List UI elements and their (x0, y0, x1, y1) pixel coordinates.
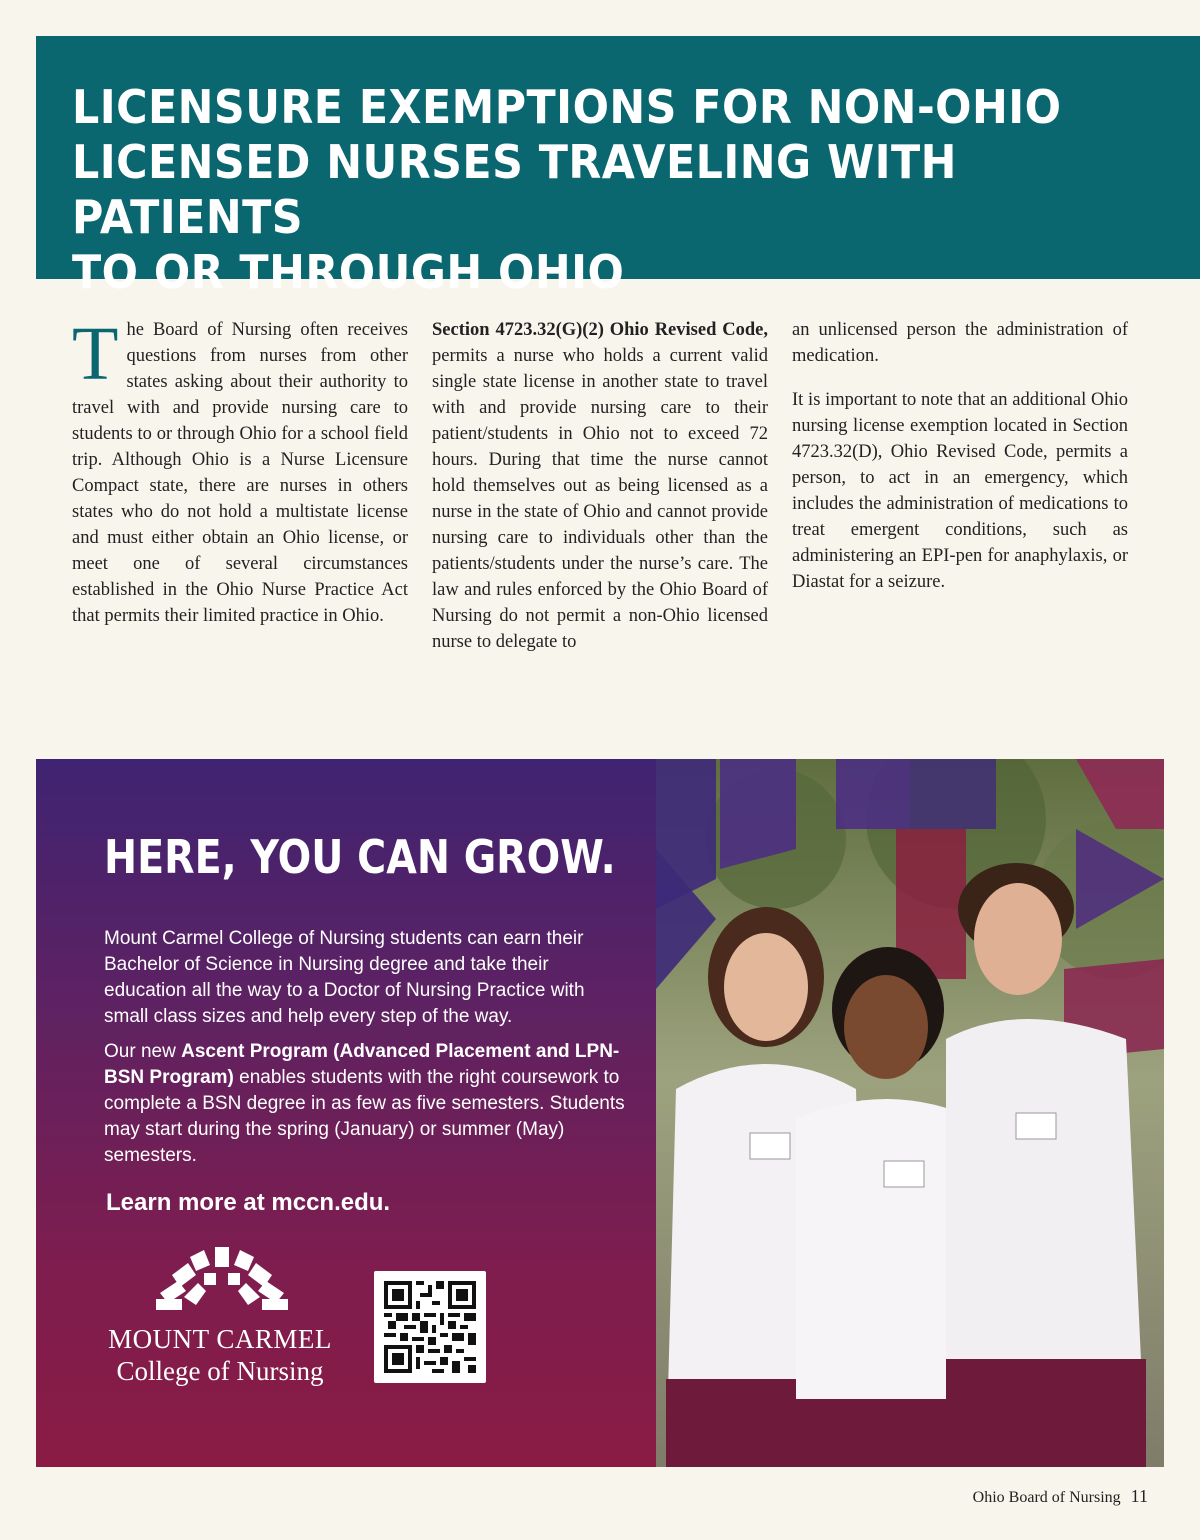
qr-code-icon (384, 1281, 476, 1373)
program-name: Ascent Program (Advanced Placement and LPN-BSN Program) (104, 1041, 620, 1088)
page-number: 11 (1130, 1486, 1148, 1506)
page-footer (973, 1486, 1148, 1507)
article-column-3 (792, 317, 1128, 613)
article-column-2 (432, 317, 768, 673)
logo-line-1: MOUNT CARMEL (108, 1324, 332, 1354)
column-3-paragraph-2: It is important to note that an additional Ohio nursing license exemption located in Section 4723.32(D), Ohio Revised Code, permits a person, to act in an emergency, which includes the administration of medications to treat emergent conditions, such as administering an EPI-pen for anaphylaxis, or Diastat for a seizure. (792, 390, 1128, 592)
qr-code[interactable] (374, 1271, 486, 1383)
mount-carmel-logo-icon (156, 1247, 288, 1317)
column-2-text: permits a nurse who holds a current valid single state license in another state to travel with and provide nursing care to their patient/students in Ohio not to exceed 72 hours. During that time the nurse cannot hold themselves out as being licensed as a nurse in the state of Ohio and cannot provide nursing care to individuals other than the patients/students under the nurse’s care. The law and rules enforced by the Ohio Board of Nursing do not permit a non-Ohio licensed nurse to delegate to (432, 346, 768, 652)
statute-citation: Section 4723.32(G)(2) Ohio Revised Code, (432, 320, 768, 340)
nursing-students-image-icon (656, 759, 1164, 1467)
ad-headline: HERE, YOU CAN GROW. (104, 830, 616, 884)
article-column-1 (72, 312, 408, 647)
drop-cap: T (72, 312, 119, 396)
college-logo-text (104, 1323, 336, 1387)
ad-paragraph-1: Mount Carmel College of Nursing students can earn their Bachelor of Science in Nursing degree and take their education all the way to a Doctor of Nursing Practice with small class sizes and help every step of the way. (104, 928, 585, 1027)
article-title: LICENSURE EXEMPTIONS FOR NON-OHIO LICENSED NURSES TRAVELING WITH PATIENTS TO OR THROUGH OHIO (72, 80, 1062, 299)
title-banner (36, 36, 1200, 299)
logo-line-2: College of Nursing (116, 1356, 324, 1386)
advertisement (36, 759, 1164, 1467)
column-3-paragraph-1: an unlicensed person the administration of medication. (792, 320, 1128, 366)
ad-paragraph-2: Our new Ascent Program (Advanced Placement and LPN-BSN Program) enables students with the right coursework to complete a BSN degree in as few as five semesters. Students may start during the spring (January) or summer (May) semesters. (104, 1041, 625, 1166)
ad-text-panel (36, 759, 656, 1467)
ad-body (104, 926, 634, 1178)
students-photo (656, 759, 1164, 1467)
learn-more-link[interactable]: Learn more at mccn.edu. (106, 1189, 391, 1216)
column-1-text: he Board of Nursing often receives questions from nurses from other states asking about their authority to travel with and provide nursing care to students to or through Ohio for a school field trip. Although Ohio is a Nurse Licensure Compact state, there are nurses in others states who do not hold a multistate license and must either obtain an Ohio license, or meet one of several circumstances established in the Ohio Nurse Practice Act that permits their limited practice in Ohio. (72, 320, 408, 626)
publication-name: Ohio Board of Nursing (972, 1489, 1121, 1506)
